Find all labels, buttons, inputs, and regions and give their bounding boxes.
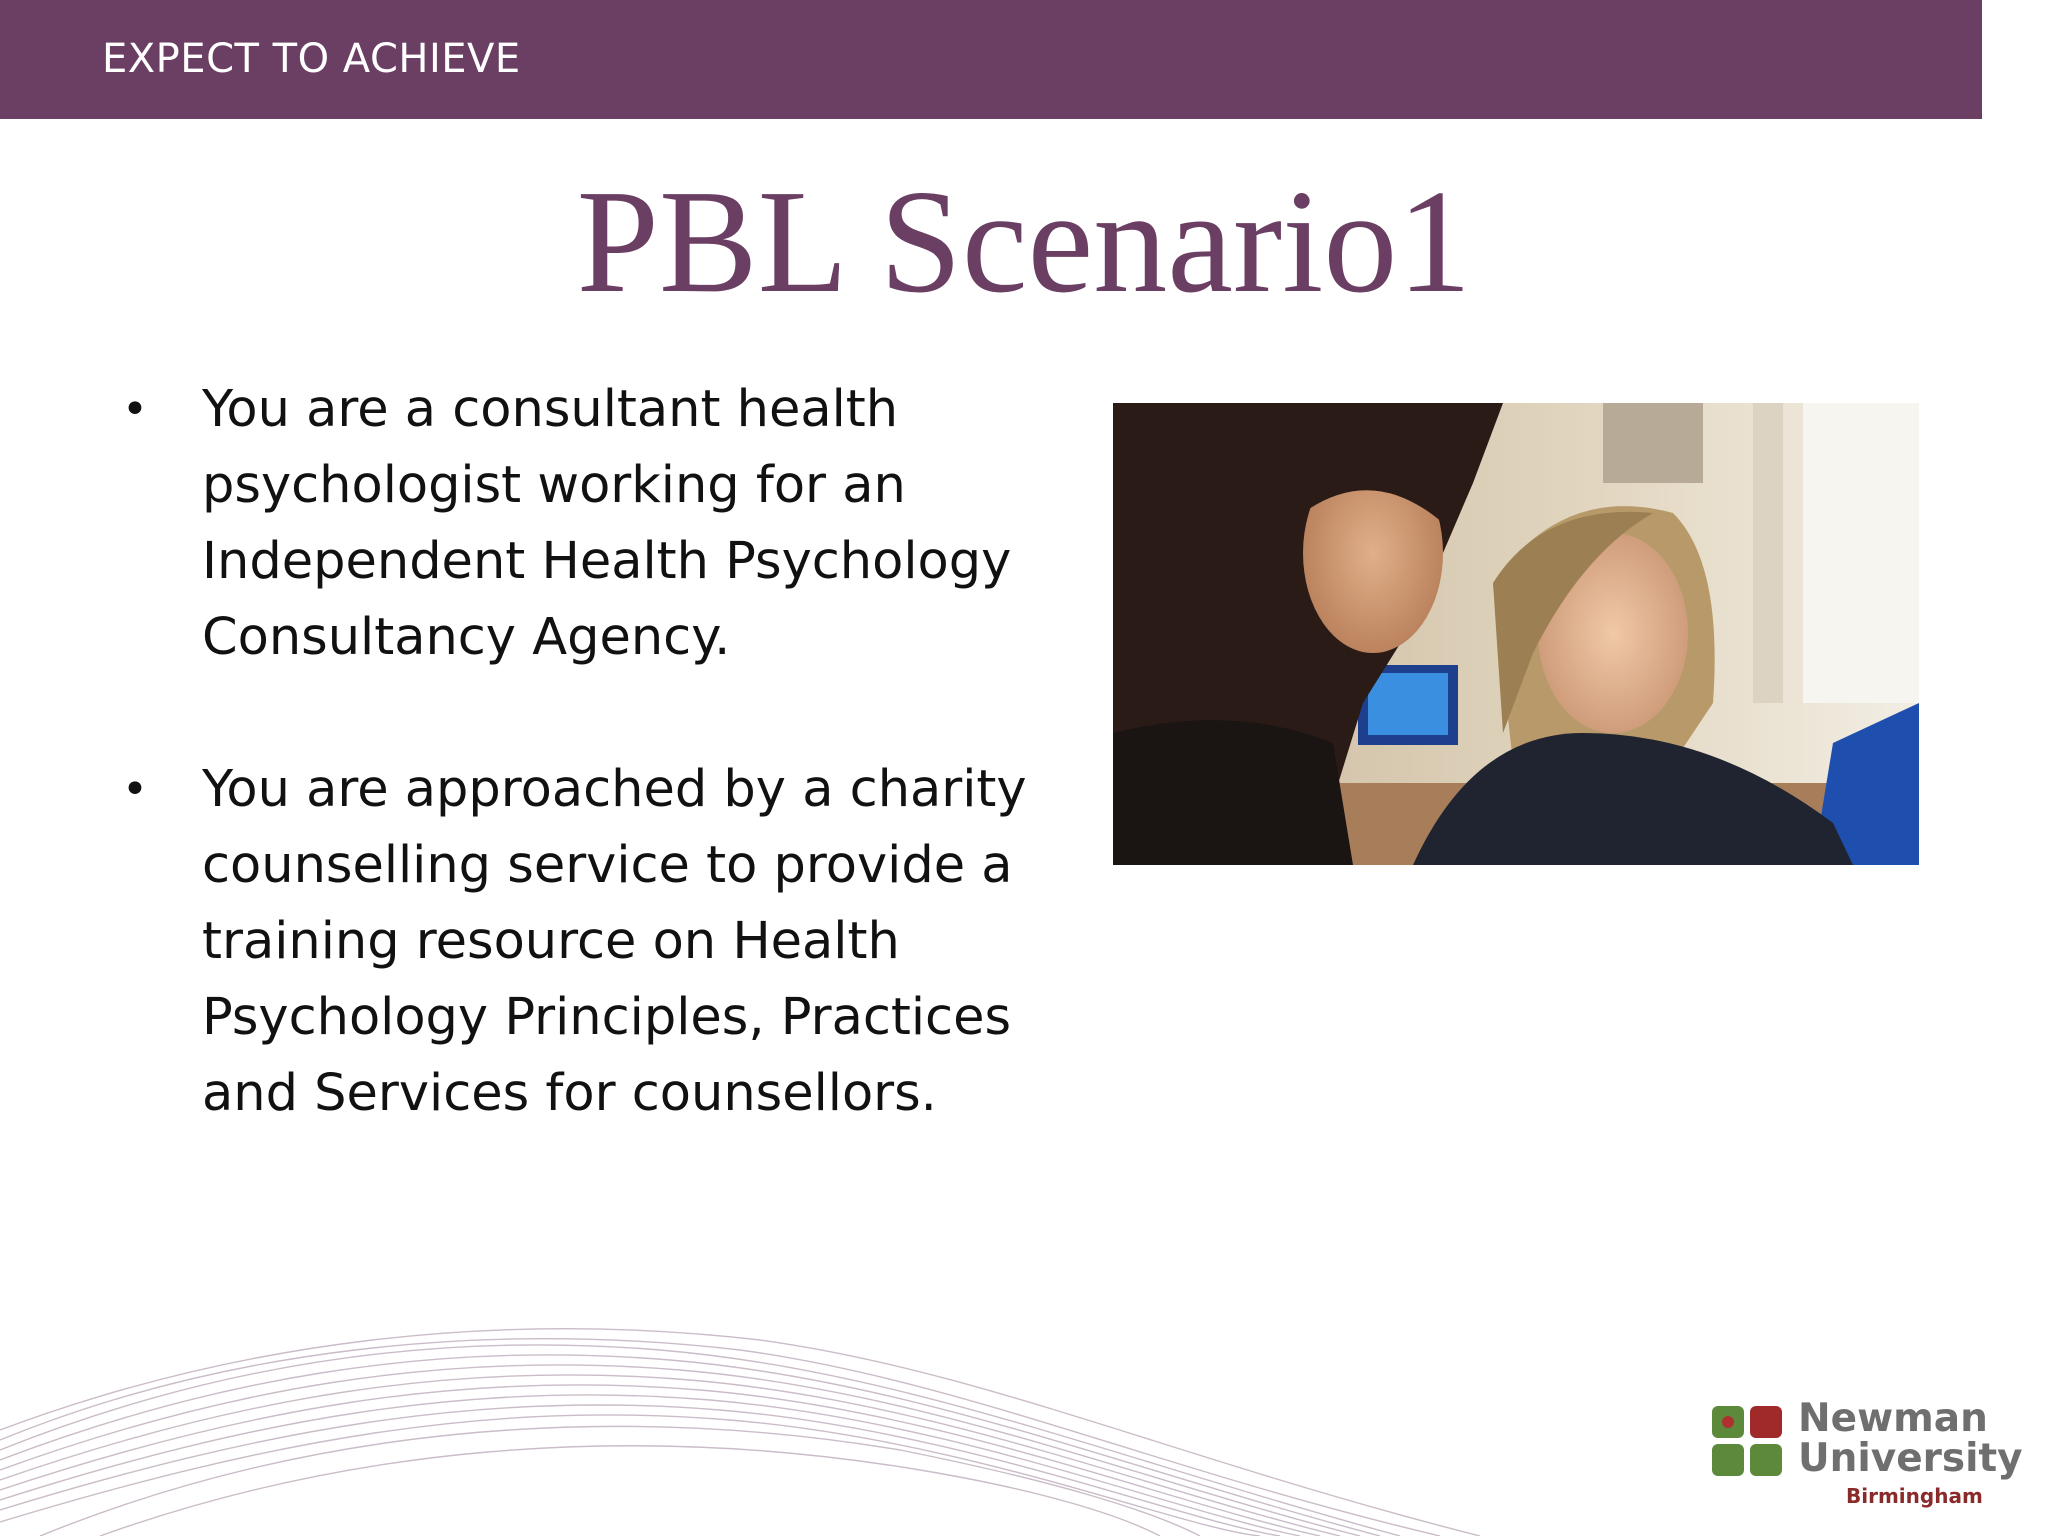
bullet-item bbox=[122, 752, 1082, 1132]
logo-mark-icon bbox=[1710, 1404, 1786, 1480]
logo-text-birmingham: Birmingham bbox=[1846, 1484, 1983, 1508]
two-women-photo bbox=[1113, 403, 1919, 865]
newman-university-logo bbox=[1710, 1396, 2023, 1512]
logo-text-newman: Newman bbox=[1798, 1396, 1988, 1441]
header-tagline: EXPECT TO ACHIEVE bbox=[102, 36, 521, 82]
bullet-list bbox=[122, 372, 1082, 1208]
header-bar bbox=[0, 0, 1982, 119]
decorative-swoosh bbox=[0, 1310, 1500, 1536]
slide-title: PBL Scenario1 bbox=[576, 160, 1472, 324]
bullet-dot-icon: • bbox=[122, 384, 148, 435]
bullet-dot-icon: • bbox=[122, 764, 148, 815]
bullet-text: You are approached by a charity counselling service to provide a training resource on Health Psychology Principles, Practices and Services for counsellors. bbox=[202, 760, 1027, 1123]
bullet-text: You are a consultant health psychologist working for an Independent Health Psychology Consultancy Agency. bbox=[202, 380, 1012, 667]
logo-text-university: University bbox=[1798, 1436, 2023, 1481]
bullet-item bbox=[122, 372, 1082, 676]
